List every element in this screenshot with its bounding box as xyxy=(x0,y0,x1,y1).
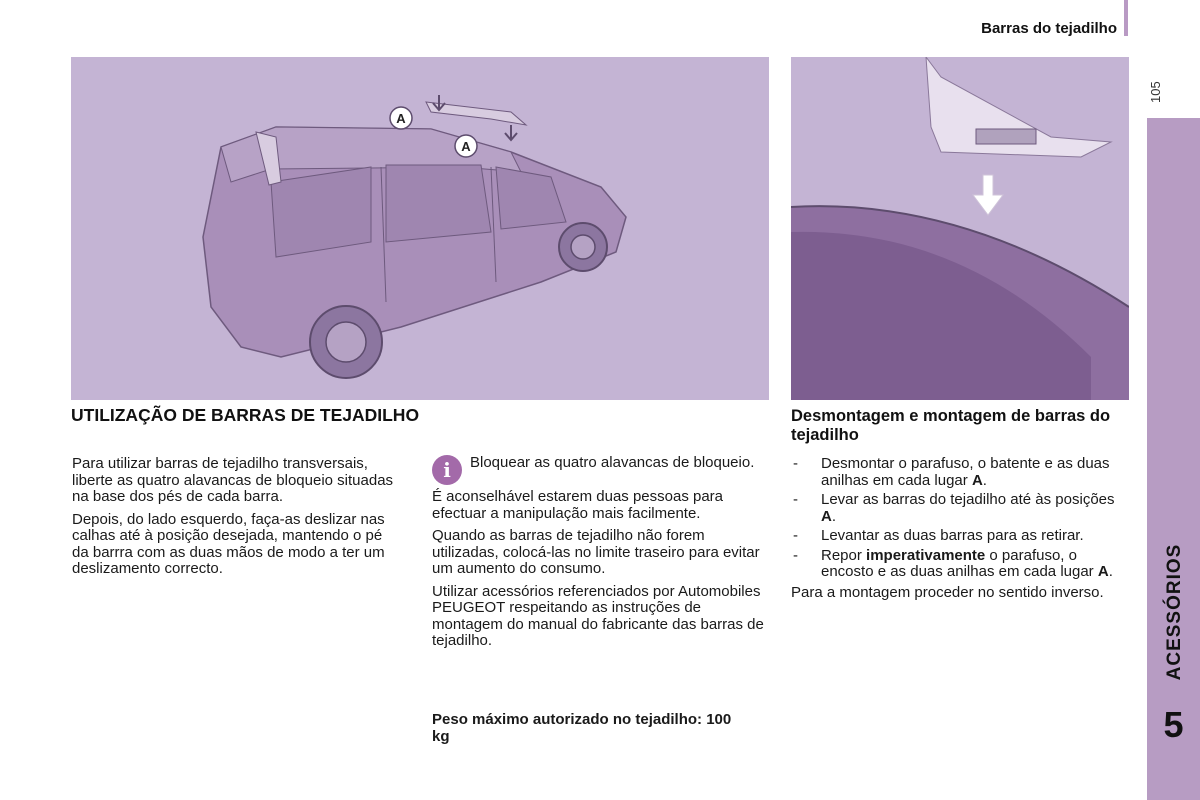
list-item xyxy=(791,548,1126,581)
list-item xyxy=(791,456,1126,489)
step-bold: A xyxy=(821,507,832,525)
list-dash: - xyxy=(793,527,798,544)
middle-column-text xyxy=(432,455,772,656)
step-text: Desmontar o parafuso, o batente e as duas anilhas em cada lugar xyxy=(821,455,1110,489)
chapter-label: ACESSÓRIOS xyxy=(1164,543,1185,681)
section-title-using-roof-bars: UTILIZAÇÃO DE BARRAS DE TEJADILHO xyxy=(71,405,420,425)
header-divider xyxy=(1124,0,1128,36)
callout-a-1: A xyxy=(396,111,406,126)
step-text-mid: o parafuso, o encosto e as duas anilhas em cada lugar xyxy=(821,546,1098,580)
step-bold: A xyxy=(1097,563,1109,580)
step-text-end: . xyxy=(831,507,837,525)
info-icon: i xyxy=(432,455,462,485)
list-dash: - xyxy=(793,546,798,564)
step-text-end: . xyxy=(1108,563,1113,580)
page-number: 105 xyxy=(1148,81,1163,103)
paragraph: Utilizar acessórios referenciados por Automobiles PEUGEOT respeitando as instruções de montagem do manual do fabricante das barras de tejadilho. xyxy=(432,582,764,649)
closing-paragraph: Para a montagem proceder no sentido inverso. xyxy=(791,583,1104,601)
list-dash: - xyxy=(793,491,798,508)
max-roof-load-note: Peso máximo autorizado no tejadilho: 100 kg xyxy=(432,711,732,745)
step-text: Levar as barras do tejadilho até às posições xyxy=(821,491,1115,508)
callout-a-2: A xyxy=(461,139,471,154)
step-text: Levantar as duas barras para as retirar. xyxy=(821,527,1084,544)
step-text: Repor xyxy=(821,546,867,564)
section-title-removal-installation: Desmontagem e montagem de barras do tejadilho xyxy=(791,407,1111,444)
list-item xyxy=(791,528,1126,545)
chapter-side-band xyxy=(1147,118,1200,800)
car-roof-bars-illustration xyxy=(71,57,769,400)
info-note xyxy=(432,455,772,485)
right-column-text xyxy=(791,456,1126,601)
paragraph: Depois, do lado esquerdo, faça-as deslizar nas calhas até à posição desejada, mantendo o pé da barrra com as duas mãos de modo a ter um deslizamento correcto. xyxy=(72,510,385,577)
steps-list xyxy=(791,456,1126,581)
list-dash: - xyxy=(793,455,798,472)
info-note-text: Bloquear as quatro alavancas de bloqueio. xyxy=(470,454,755,471)
paragraph: É aconselhável estarem duas pessoas para efectuar a manipulação mais facilmente. xyxy=(432,488,724,522)
step-text-end: . xyxy=(982,471,987,489)
step-bold: imperativamente xyxy=(866,546,986,564)
chapter-number: 5 xyxy=(1163,704,1184,745)
paragraph: Quando as barras de tejadilho não forem utilizadas, colocá-las no limite traseiro para evitar um aumento do consumo. xyxy=(432,527,760,577)
paragraph: Para utilizar barras de tejadilho transversais, liberte as quatro alavancas de bloqueio situadas na base dos pés de cada barra. xyxy=(72,455,394,505)
step-bold: A xyxy=(971,471,983,489)
page-header-title: Barras do tejadilho xyxy=(981,20,1117,37)
left-column-text xyxy=(72,456,402,584)
roof-bar-foot-detail-illustration xyxy=(791,57,1129,400)
list-item xyxy=(791,492,1126,525)
